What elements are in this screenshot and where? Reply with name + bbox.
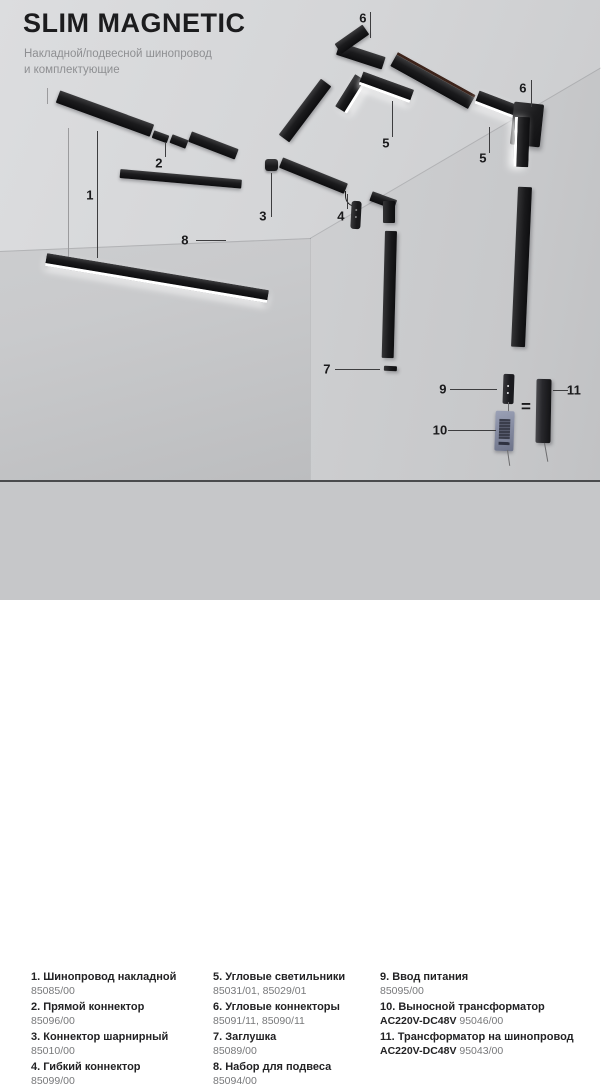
callout-2: 2: [155, 155, 163, 171]
leader-line-9: [450, 389, 497, 390]
legend-column-1: [31, 971, 211, 1091]
callout-8: 8: [181, 232, 189, 248]
leader-line-8: [196, 240, 226, 241]
wall-corner-edge: [310, 238, 311, 480]
legend-item-11: 11. Трансформатор на шинопровод AC220V-DC48V 95043/00: [380, 1031, 574, 1057]
leader-line-10: [448, 430, 496, 431]
page-title: SLIM MAGNETIC: [23, 8, 246, 38]
corner-luminaire-right-wall-leg: [513, 117, 530, 167]
power-input-device-9: [502, 374, 514, 404]
suspension-wire-short: [47, 88, 48, 104]
legend-column-3: [380, 971, 595, 1061]
subtitle-line-2: и комплектующие: [24, 64, 120, 76]
callout-10: 10: [432, 422, 448, 438]
callout-5b: 5: [479, 150, 487, 166]
legend-item-1: 1. Шинопровод накладной 85085/00: [31, 971, 177, 997]
callout-5a: 5: [382, 135, 390, 151]
legend-item-5: 5. Угловые светильники 85031/01, 85029/01: [213, 971, 346, 997]
legend-item-6: 6. Угловые коннекторы 85091/11, 85090/11: [213, 1001, 340, 1027]
leader-line-5a: [392, 101, 393, 137]
legend-item-8: 8. Набор для подвеса 85094/00: [213, 1061, 332, 1087]
corner-connector-mid-v: [383, 201, 395, 223]
legend-item-3: 3. Коннектор шарнирный 85010/00: [31, 1031, 169, 1057]
legend-column-2: [213, 971, 378, 1091]
end-cap-7: [384, 366, 397, 371]
leader-line-2: [165, 142, 166, 157]
legend-panel: [0, 480, 600, 1087]
callout-3: 3: [259, 208, 267, 224]
leader-line-7: [335, 369, 380, 370]
callout-7: 7: [323, 361, 331, 377]
legend-item-2: 2. Прямой коннектор 85096/00: [31, 1001, 145, 1027]
equals-sign: =: [521, 397, 531, 416]
track-transformer-11: [535, 379, 551, 443]
suspension-wire: [68, 128, 69, 258]
page-subtitle: [24, 46, 212, 78]
leader-line-4: [347, 194, 348, 209]
callout-11: 11: [566, 382, 582, 398]
leader-line-3: [271, 173, 272, 217]
hinge-connector-3: [265, 159, 278, 171]
callout-4: 4: [337, 208, 345, 224]
legend-item-9: 9. Ввод питания 85095/00: [380, 971, 469, 997]
leader-line-11: [553, 390, 568, 391]
callout-6a: 6: [359, 10, 367, 26]
leader-line-6a: [370, 12, 371, 38]
legend-item-10: 10. Выносной трансформатор AC220V-DC48V 95046/00: [380, 1001, 545, 1027]
leader-line-5b: [489, 127, 490, 153]
leader-line-1: [97, 131, 98, 258]
callout-9: 9: [439, 381, 447, 397]
callout-1: 1: [86, 187, 94, 203]
legend-item-4: 4. Гибкий коннектор 85099/00: [31, 1061, 141, 1087]
subtitle-line-1: Накладной/подвесной шинопровод: [24, 48, 212, 60]
leader-line-6b: [531, 80, 532, 107]
flex-connector-4: [350, 201, 361, 229]
legend-item-7: 7. Заглушка 85089/00: [213, 1031, 277, 1057]
external-transformer-10: [494, 411, 514, 452]
callout-6b: 6: [519, 80, 527, 96]
